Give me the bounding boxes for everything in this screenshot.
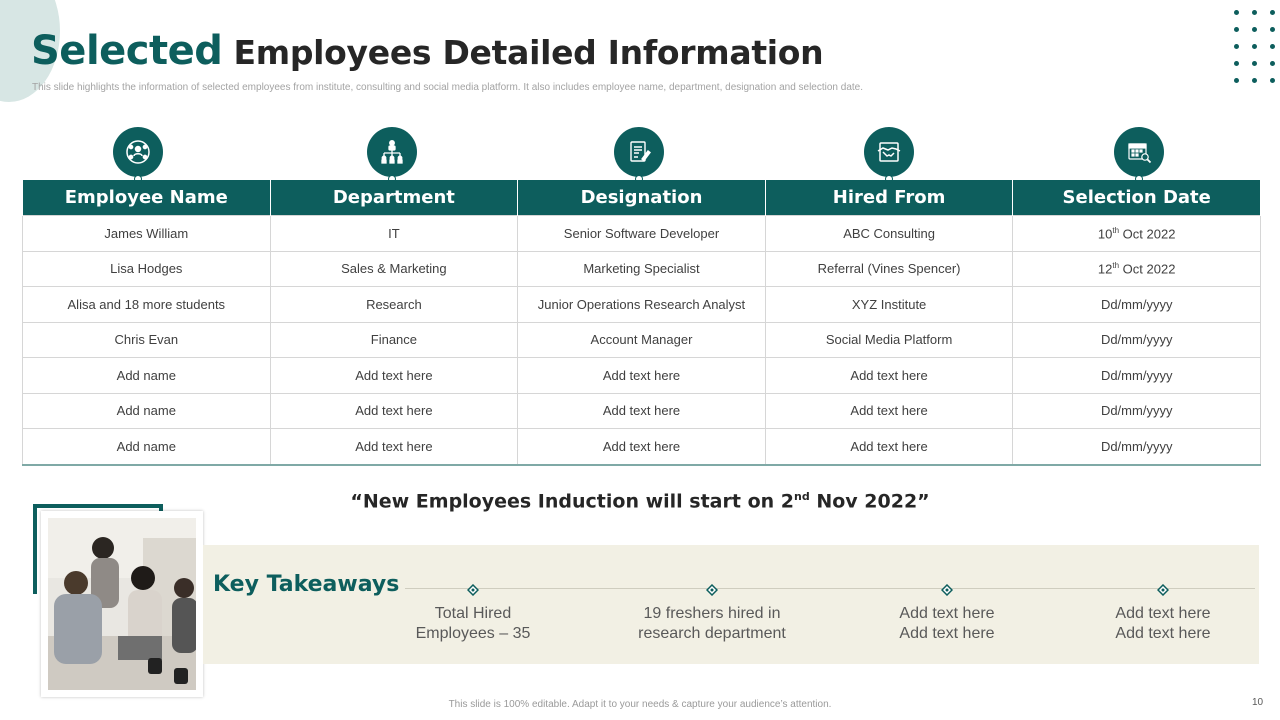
employee-table — [22, 180, 1261, 466]
calendar-search-icon — [1114, 127, 1164, 177]
cell-selection-date: 10th Oct 2022 — [1013, 216, 1261, 252]
cell-selection-date: Dd/mm/yyyy — [1013, 429, 1261, 465]
quote-text-end: Nov 2022” — [809, 490, 930, 513]
decoration-dot — [1252, 10, 1257, 15]
team-photo — [41, 511, 203, 697]
cell-designation: Account Manager — [518, 322, 766, 358]
decoration-dot — [1252, 27, 1257, 32]
takeaway-line-2: Add text here — [1115, 624, 1211, 642]
page-subtitle: This slide highlights the information of selected employees from institute, consulting and social media platform. It also includes employee name, department, designation and selection date. — [32, 82, 864, 93]
cell-selection-date: Dd/mm/yyyy — [1013, 287, 1261, 323]
cell-employee-name: Alisa and 18 more students — [23, 287, 271, 323]
cell-department: Finance — [270, 322, 518, 358]
table-row — [23, 393, 1261, 429]
takeaway-marker-icon — [467, 583, 479, 595]
takeaway-line-1: Add text here — [899, 605, 995, 622]
induction-quote — [0, 490, 1280, 512]
takeaway-line-1: 19 freshers hired in — [643, 605, 781, 622]
table-row — [23, 322, 1261, 358]
cell-designation: Add text here — [518, 429, 766, 465]
decoration-dot — [1234, 10, 1239, 15]
dot-grid-decoration — [1234, 10, 1280, 90]
takeaway-line-2: Add text here — [899, 624, 995, 642]
team-network-icon — [113, 127, 163, 177]
header-hired-from: Hired From — [765, 180, 1013, 216]
handshake-icon — [864, 127, 914, 177]
cell-department: Research — [270, 287, 518, 323]
page-number: 10 — [1252, 697, 1264, 708]
table-row — [23, 429, 1261, 465]
cell-department: Sales & Marketing — [270, 251, 518, 287]
cell-employee-name: Add name — [23, 358, 271, 394]
takeaway-line-1: Add text here — [1115, 605, 1211, 622]
cell-hired-from: Add text here — [765, 358, 1013, 394]
cell-designation: Senior Software Developer — [518, 216, 766, 252]
cell-hired-from: Add text here — [765, 429, 1013, 465]
cell-hired-from: ABC Consulting — [765, 216, 1013, 252]
cell-department: Add text here — [270, 393, 518, 429]
header-designation: Designation — [518, 180, 766, 216]
cell-hired-from: Social Media Platform — [765, 322, 1013, 358]
cell-designation: Marketing Specialist — [518, 251, 766, 287]
cell-designation: Add text here — [518, 358, 766, 394]
quote-text-start: “New Employees Induction will start on 2 — [350, 490, 794, 513]
header-selection-date: Selection Date — [1013, 180, 1261, 216]
footer-note: This slide is 100% editable. Adapt it to your needs & capture your audience’s attention. — [448, 699, 832, 710]
cell-designation: Junior Operations Research Analyst — [518, 287, 766, 323]
cell-department: Add text here — [270, 358, 518, 394]
takeaway-text — [617, 604, 807, 643]
cell-employee-name: Add name — [23, 393, 271, 429]
cell-hired-from: Referral (Vines Spencer) — [765, 251, 1013, 287]
key-takeaways-label: Key Takeaways — [213, 572, 400, 597]
takeaway-text — [852, 604, 1042, 643]
decoration-dot — [1234, 44, 1239, 49]
takeaway-text — [378, 604, 568, 643]
cell-hired-from: XYZ Institute — [765, 287, 1013, 323]
cell-selection-date: Dd/mm/yyyy — [1013, 393, 1261, 429]
cell-selection-date: Dd/mm/yyyy — [1013, 322, 1261, 358]
cell-employee-name: Lisa Hodges — [23, 251, 271, 287]
document-sign-icon — [614, 127, 664, 177]
cell-department: IT — [270, 216, 518, 252]
table-row — [23, 251, 1261, 287]
takeaways-connector-line — [405, 588, 1255, 589]
cell-employee-name: James William — [23, 216, 271, 252]
decoration-dot — [1270, 10, 1275, 15]
cell-department: Add text here — [270, 429, 518, 465]
cell-employee-name: Add name — [23, 429, 271, 465]
cell-employee-name: Chris Evan — [23, 322, 271, 358]
decoration-dot — [1234, 78, 1239, 83]
header-department: Department — [270, 180, 518, 216]
page-title — [31, 28, 823, 74]
table-header-row — [23, 180, 1261, 216]
decoration-dot — [1234, 27, 1239, 32]
table-row — [23, 216, 1261, 252]
takeaway-marker-icon — [706, 583, 718, 595]
decoration-dot — [1270, 61, 1275, 66]
cell-hired-from: Add text here — [765, 393, 1013, 429]
decoration-dot — [1252, 44, 1257, 49]
title-accent: Selected — [31, 28, 223, 74]
decoration-dot — [1270, 78, 1275, 83]
takeaway-line-1: Total Hired — [434, 605, 512, 622]
takeaway-text — [1068, 604, 1258, 643]
decoration-dot — [1270, 44, 1275, 49]
decoration-dot — [1252, 78, 1257, 83]
decoration-dot — [1270, 27, 1275, 32]
title-rest: Employees Detailed Information — [233, 33, 824, 72]
org-chart-icon — [367, 127, 417, 177]
decoration-dot — [1252, 61, 1257, 66]
takeaway-line-2: research department — [638, 624, 786, 642]
table-row — [23, 358, 1261, 394]
header-employee-name: Employee Name — [23, 180, 271, 216]
cell-selection-date: Dd/mm/yyyy — [1013, 358, 1261, 394]
cell-selection-date: 12th Oct 2022 — [1013, 251, 1261, 287]
cell-designation: Add text here — [518, 393, 766, 429]
decoration-dot — [1234, 61, 1239, 66]
quote-ordinal: nd — [794, 490, 810, 503]
takeaway-marker-icon — [941, 583, 953, 595]
table-row — [23, 287, 1261, 323]
takeaway-marker-icon — [1157, 583, 1169, 595]
takeaway-line-2: Employees – 35 — [415, 624, 531, 642]
